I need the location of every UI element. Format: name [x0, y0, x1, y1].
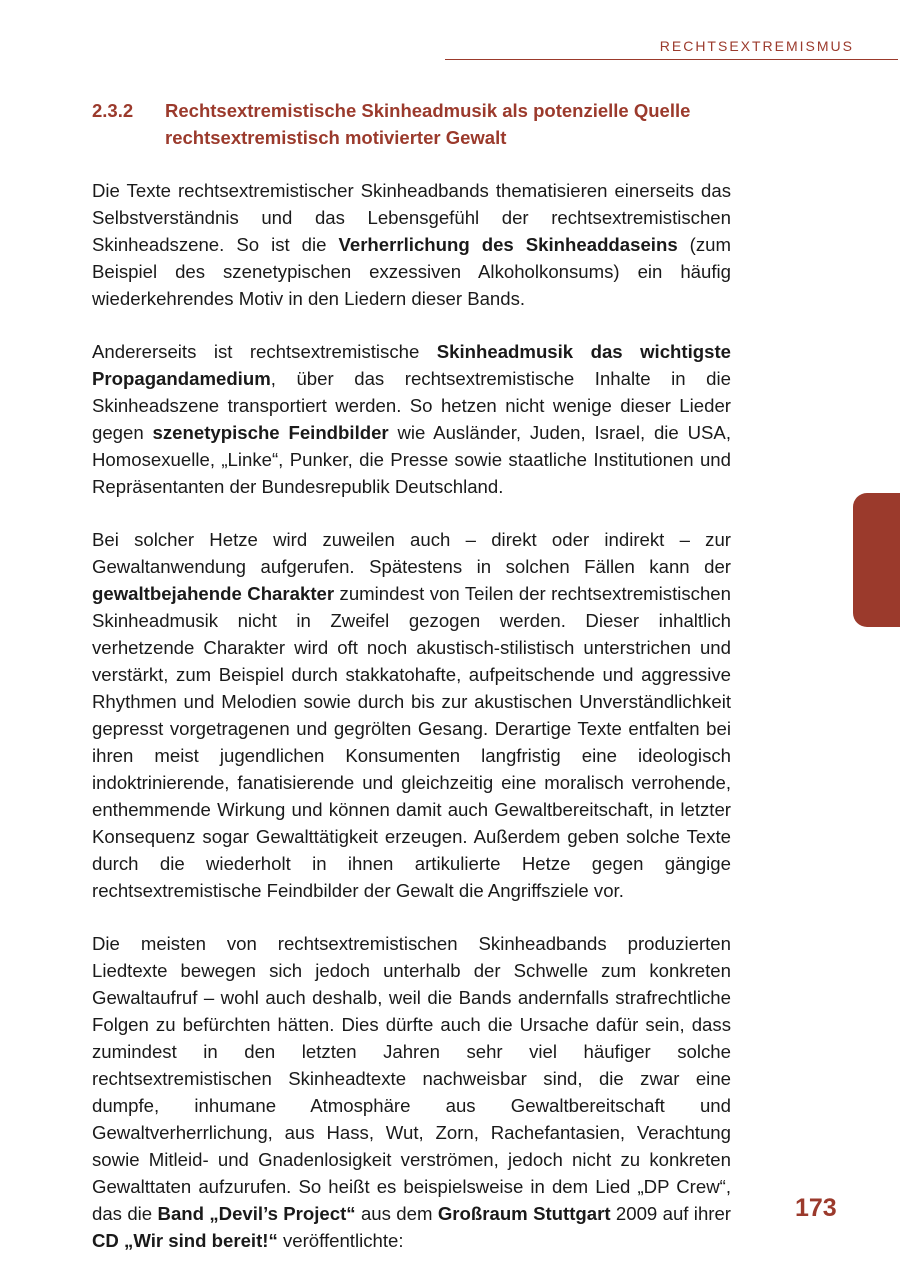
text-run: Bei solcher Hetze wird zuweilen auch – direkt oder indirekt – zur Gewaltanwendung aufgerufen. Spätestens in solchen Fällen kann der: [92, 529, 731, 577]
page-number: 173: [795, 1194, 837, 1222]
text-run: (zum Beispiel des szenetypischen exzessiven Alkoholkonsums) ein häufig wiederkehrendes Motiv in den Liedern dieser Bands.: [92, 234, 731, 309]
section-heading: [92, 97, 752, 151]
running-head: RECHTSEXTREMISMUS: [659, 38, 854, 54]
text-run: Andererseits ist rechtsextremistische: [92, 341, 437, 362]
body-text: [92, 177, 731, 1280]
text-run: , über das rechtsextremistische Inhalte in die Skinheadszene transportiert werden. So hetzen nicht wenige dieser Lieder gegen: [92, 368, 731, 443]
paragraph: [92, 338, 731, 500]
bold-phrase: Verherrlichung des Skinheaddaseins: [338, 234, 678, 255]
header-rule: [445, 59, 898, 60]
bold-phrase: gewaltbejahende Charakter: [92, 583, 335, 604]
text-run: aus dem: [355, 1203, 438, 1224]
text-run: veröffentlichte:: [277, 1230, 404, 1251]
text-run: zumindest von Teilen der rechtsextremistischen Skinheadmusik nicht in Zweifel gezogen werden. Dieser inhaltlich verhetzende Charakter wird oft noch akustisch-stilistisch unterstrichen und verstärkt, zum Beispiel durch stakkatohafte, aufpeitschende und aggressive Rhythmen und Melodien sowie durch bis zur akustischen Unverständlichkeit gepresst vorgetragenen und gegrölten Gesang. Derartige Texte entfalten bei ihren meist jugendlichen Konsumenten langfristig eine ideologisch indoktrinierende, fanatisierende und gleichzeitig eine moralisch verrohende, enthemmende Wirkung und können damit auch Gewaltbereitschaft, in letzter Konsequenz sogar Gewalttätigkeit erzeugen. Außerdem geben solche Texte durch die wiederholt in ihnen artikulierte Hetze gegen gängige rechtsextremistische Feindbilder der Gewalt die Angriffsziele vor.: [92, 583, 731, 901]
text-run: Die Texte rechtsextremistischer Skinheadbands thematisieren einerseits das Selbstverständnis und das Lebensgefühl der rechtsextremistischen Skinheadszene. So ist die: [92, 180, 731, 255]
bold-phrase: CD „Wir sind bereit!“: [92, 1230, 278, 1251]
section-title: Rechtsextremistische Skinheadmusik als potenzielle Quelle rechtsextremistisch motivierter Gewalt: [165, 100, 691, 148]
bold-phrase: Großraum Stuttgart: [437, 1203, 611, 1224]
section-number: 2.3.2: [92, 100, 134, 121]
text-run: Die meisten von rechtsextremistischen Skinheadbands produzierten Liedtexte bewegen sich jedoch unterhalb der Schwelle zum konkreten Gewaltaufruf – wohl auch deshalb, weil die Bands andernfalls strafrechtliche Folgen zu befürchten hätten. Dies dürfte auch die Ursache dafür sein, dass zumindest in den letzten Jahren sehr viel häufiger solche rechtsextremistischen Skinheadtexte nachweisbar sind, die zwar eine dumpfe, inhumane Atmosphäre aus Gewaltbereitschaft und Gewaltverherrlichung, aus Hass, Wut, Zorn, Rachefantasien, Verachtung sowie Mitleid- und Gnadenlosigkeit verströmen, jedoch nicht zu konkreten Gewalttaten aufzurufen. So heißt es beispielsweise in dem Lied „DP Crew“, das die: [92, 933, 731, 1224]
bold-phrase: Skinheadmusik das wichtigste Propagandamedium: [92, 341, 731, 389]
bold-phrase: szenetypische Feindbilder: [152, 422, 389, 443]
paragraph: [92, 930, 731, 1254]
paragraph: [92, 177, 731, 312]
text-run: 2009 auf ihrer: [610, 1203, 732, 1224]
text-run: wie Ausländer, Juden, Israel, die USA, Homosexuelle, „Linke“, Punker, die Presse sowie staatliche Institutionen und Repräsentanten der Bundesrepublik Deutschland.: [92, 422, 731, 497]
paragraph: [92, 526, 731, 904]
bold-phrase: Band „Devil’s Project“: [157, 1203, 356, 1224]
chapter-side-tab: [853, 493, 900, 627]
